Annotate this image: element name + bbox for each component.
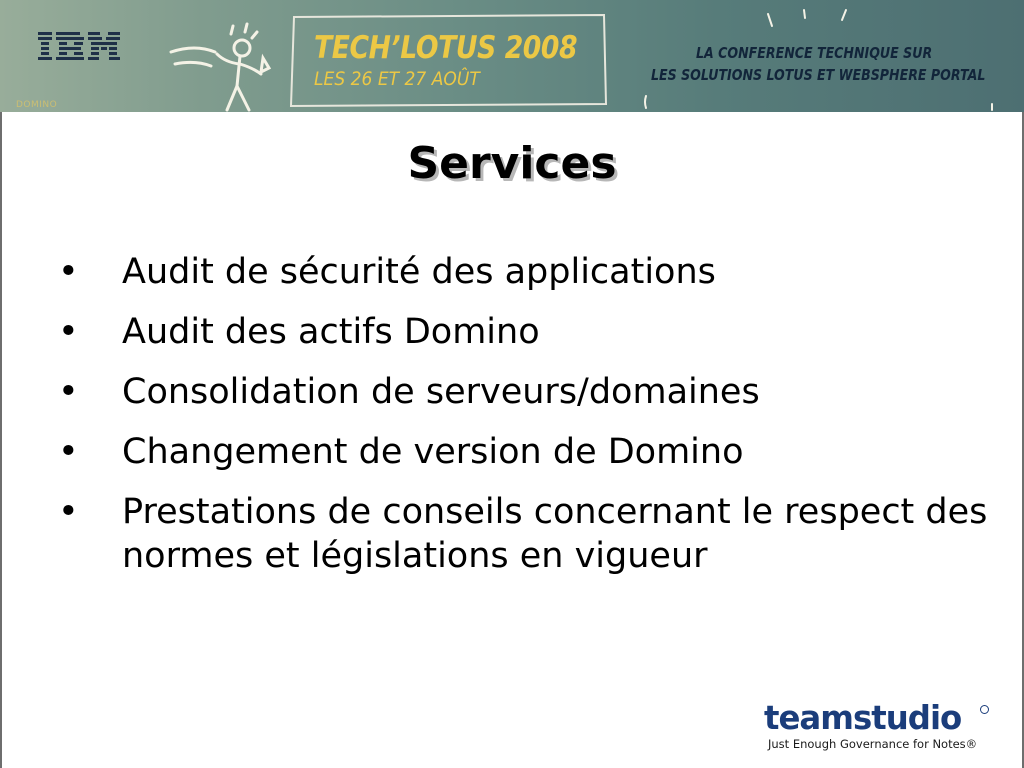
list-item — [56, 490, 996, 578]
header-banner — [0, 0, 1024, 112]
stick-figure-icon — [165, 8, 285, 112]
slide-title: Services — [407, 138, 617, 189]
event-dates: LES 26 ET 27 AOÛT — [314, 68, 480, 90]
conference-line-1: LA CONFERENCE TECHNIQUE SUR — [696, 44, 933, 62]
domino-watermark: DOMINO — [16, 100, 58, 110]
teamstudio-wordmark: teamstudio — [764, 698, 962, 737]
list-item-text: Audit des actifs Domino — [122, 312, 540, 352]
bullet-marker: • — [58, 252, 79, 292]
list-item-text: Prestations de conseils concernant le respect des normes et législations en vigueur — [122, 492, 988, 576]
registered-mark-icon — [980, 705, 989, 714]
conference-line-2: LES SOLUTIONS LOTUS ET WEBSPHERE PORTAL — [651, 66, 986, 84]
list-item — [56, 250, 996, 294]
bullet-marker: • — [58, 492, 79, 532]
services-list — [56, 250, 996, 594]
list-item-text: Consolidation de serveurs/domaines — [122, 372, 760, 412]
list-item-text: Audit de sécurité des applications — [122, 252, 716, 292]
bullet-marker: • — [58, 432, 79, 472]
teamstudio-tagline: Just Enough Governance for Notes® — [768, 737, 978, 751]
list-item — [56, 310, 996, 354]
list-item — [56, 370, 996, 414]
bullet-marker: • — [58, 312, 79, 352]
ibm-logo — [36, 28, 126, 68]
list-item-text: Changement de version de Domino — [122, 432, 744, 472]
event-title: TECH’LOTUS 2008 — [314, 30, 578, 66]
bullet-marker: • — [58, 372, 79, 412]
teamstudio-logo — [764, 698, 992, 754]
list-item — [56, 430, 996, 474]
